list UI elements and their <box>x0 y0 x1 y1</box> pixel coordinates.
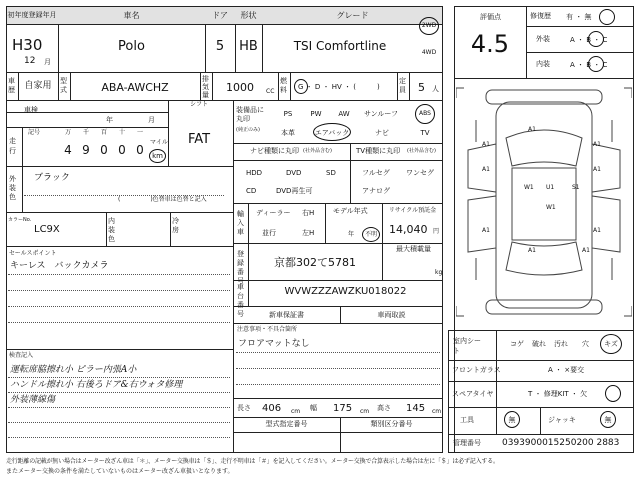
displacement-label: 排気量 <box>202 75 209 99</box>
shift-value: FAT <box>188 132 211 147</box>
recycle-yen: 円 <box>433 228 440 235</box>
import-dealer: ディーラー <box>256 209 291 217</box>
digit-3: 0 <box>118 143 126 157</box>
interior-label: 内装色 <box>108 217 115 243</box>
jack-label: ジャッキ <box>548 416 576 424</box>
digit-label-0: 記号 <box>28 129 41 136</box>
recycle-label: リサイクル預託金 <box>388 207 437 214</box>
inspection-year-unit: 年 <box>106 116 113 124</box>
dmg-label-12: A1 <box>582 247 590 254</box>
drive-4wd: 4WD <box>421 49 437 56</box>
exterior-color-note: ( )色替車は色替と記入 <box>118 196 207 203</box>
length-label: 長さ <box>237 404 251 412</box>
import-left-handle: 左H <box>302 229 315 237</box>
int-b-circle <box>588 56 604 72</box>
import-right-handle: 右H <box>302 209 315 217</box>
digit-1: 9 <box>82 143 90 157</box>
inspection-line-3: 外装薄線傷 <box>10 395 56 405</box>
front-glass-label: フロントガラス <box>452 366 501 374</box>
reg-month-value: 12 <box>24 56 36 66</box>
inspection-label: 車検 <box>24 106 38 114</box>
ext-label: 外装 <box>536 35 550 43</box>
seat-opt-1: 破れ <box>532 340 546 348</box>
equip-sunroof: サンルーフ <box>363 110 399 118</box>
grade-value: TSI Comfortline <box>293 39 387 53</box>
equip-airbag: エアバック <box>314 129 350 137</box>
import-label: 輸入車 <box>237 210 244 236</box>
seat-opt-0: コゲ <box>510 340 524 348</box>
car-name-value: Polo <box>118 39 145 54</box>
capacity-label: 定員 <box>399 77 406 94</box>
digit-label-2: 千 <box>82 129 89 136</box>
type-label: 型式指定番号 <box>265 420 308 428</box>
sales-point-label: セールスポイント <box>9 250 57 257</box>
warranty-label: 新車保証書 <box>269 311 304 319</box>
seat-opt-4: キズ <box>604 340 618 348</box>
equip-navi: ナビ <box>375 129 389 137</box>
width-value: 175 <box>333 403 353 414</box>
digit-label-5: 一 <box>136 129 143 136</box>
digit-label-1: 万 <box>64 129 71 136</box>
equip-ps: PS <box>283 110 293 118</box>
equip-aw: AW <box>338 110 350 118</box>
navi-note: (社外品含む) <box>303 148 332 154</box>
inspection-line-2: ハンドル擦れ小 右後ろドア&右ウォタ修理 <box>10 380 183 390</box>
car-damage-diagram <box>456 80 632 324</box>
tools-label: 工具 <box>460 416 474 424</box>
grade-label: グレード <box>336 11 369 20</box>
model-label: 型式 <box>60 77 67 94</box>
fuel-g-circle <box>294 79 308 94</box>
notes-label: 注意事項・不具合箇所 <box>237 326 298 333</box>
exterior-color-value: ブラック <box>34 173 70 183</box>
length-value: 406 <box>262 403 282 414</box>
front-glass-value: A ・ ×要交 <box>548 366 585 374</box>
length-unit: cm <box>291 408 301 415</box>
int-label: 内装 <box>536 60 550 68</box>
score-label: 評価点 <box>480 13 501 21</box>
fuel-label: 燃料 <box>280 77 287 94</box>
inspection-notes-label: 検査記入 <box>9 352 34 359</box>
dmg-label-7: S1 <box>572 184 580 191</box>
shift-label: シフト <box>190 101 209 108</box>
car-name-label: 車名 <box>123 11 140 20</box>
seat-opt-2: 汚れ <box>554 340 568 348</box>
seat-opt-3: 穴 <box>582 340 589 348</box>
dmg-label-11: A1 <box>528 247 536 254</box>
equip-leather: 本革 <box>281 129 295 137</box>
reg-year-label: 初年度登録年月 <box>7 11 57 19</box>
dmg-label-5: W1 <box>524 184 534 191</box>
chassis-value: WVWZZZAWZKU018022 <box>284 286 407 297</box>
tools-value: 無 <box>508 416 516 424</box>
plate-label: 登録番号 <box>237 250 244 285</box>
repair-label: 修復歴 <box>530 12 551 20</box>
doors-label: ドア <box>212 11 228 20</box>
color-no-label: カラーNo. <box>8 217 32 223</box>
tv-note: (社外品含む) <box>407 148 436 154</box>
dmg-label-8: W1 <box>546 204 556 211</box>
dmg-label-10: A1 <box>593 227 601 234</box>
dmg-label-0: A1 <box>528 126 536 133</box>
fuel-options: G ・ D ・ HV ・ ( ) <box>298 83 380 91</box>
height-label: 高さ <box>377 404 391 412</box>
score-value: 4.5 <box>470 30 510 58</box>
dmg-label-2: A1 <box>593 141 601 148</box>
navi-hdd: HDD <box>246 169 263 177</box>
model-year-label: モデル年式 <box>333 207 368 215</box>
import-parallel: 並行 <box>262 229 276 237</box>
use-label: 車歴 <box>8 77 15 94</box>
footer-line-2: またメーター交換の条件を満たしていないものはメーター改ざん車扱いとなります。 <box>6 468 234 475</box>
digit-4: 0 <box>136 143 144 157</box>
notes-text: フロアマットなし <box>238 339 310 349</box>
exterior-label: 外装色 <box>9 175 16 201</box>
use-value: 自家用 <box>24 81 52 91</box>
sales-point-text: キーレス バックカメラ <box>10 261 109 271</box>
spare-missing-circle <box>605 385 621 402</box>
chassis-label: 車台番号 <box>237 283 244 318</box>
tv-label: TV種類に丸印 <box>356 147 401 155</box>
mgmt-label: 管理番号 <box>453 439 481 447</box>
displacement-value: 1000 <box>226 81 254 94</box>
inspection-month-unit: 月 <box>148 116 155 124</box>
dmg-label-9: A1 <box>482 227 490 234</box>
dmg-label-3: A1 <box>482 166 490 173</box>
shape-value: HB <box>239 39 258 54</box>
mile-label: マイル <box>150 139 168 146</box>
model-value: ABA-AWCHZ <box>101 81 169 94</box>
repair-options: 有 ・ 無 <box>566 13 592 21</box>
dmg-label-1: A1 <box>482 141 490 148</box>
drive-2wd: 2WD <box>421 22 437 29</box>
footer-line-1: 走行距離の記載が無い場合はメーター改ざん車は「＊」、メーター交換車は「＄」、走行不明車は「＃」を記入してください。メーター交換で合算表示した場合は左に「＄」は必ず記入する。 <box>6 458 499 465</box>
kg-unit: kg <box>435 269 443 276</box>
capacity-value: 5 <box>418 81 425 94</box>
navi-label: ナビ種類に丸印 <box>250 147 299 155</box>
height-unit: cm <box>432 408 442 415</box>
digit-0: 4 <box>64 143 72 157</box>
navi-cd: CD <box>246 187 257 195</box>
run-label: 走行 <box>9 137 16 155</box>
inspection-line-1: 運転席脇擦れ小 ピラー内張A小 <box>10 365 137 375</box>
seat-label: 室内シート <box>453 337 481 355</box>
color-no-value: LC9X <box>34 224 60 235</box>
capacity-unit: 人 <box>432 85 439 93</box>
equip-pw: PW <box>310 110 322 118</box>
tv-analog: アナログ <box>362 187 390 195</box>
digit-2: 0 <box>100 143 108 157</box>
repair-none-circle <box>599 9 615 25</box>
height-value: 145 <box>406 403 426 414</box>
recycle-cool-label: 冷房 <box>172 217 179 234</box>
equipment-label: 装備品に丸印 <box>236 106 264 123</box>
plate-value: 京都302て5781 <box>274 256 356 269</box>
mgmt-value: 0393900015250200 2883 <box>502 438 620 448</box>
model-year-unit: 年 <box>348 231 355 238</box>
dmg-label-4: A1 <box>593 166 601 173</box>
shape-label: 形状 <box>240 11 257 20</box>
recycle-value: 14,040 <box>389 223 428 236</box>
reg-year-value: H30 <box>12 36 43 54</box>
ext-b-circle <box>588 31 604 47</box>
tv-oneseg: ワンセグ <box>406 169 434 177</box>
doors-value: 5 <box>215 39 225 54</box>
reg-month-unit: 月 <box>44 58 51 66</box>
digit-label-3: 百 <box>100 129 107 136</box>
ext-grades: A ・ B ・ C <box>570 36 608 44</box>
navi-dvd: DVD <box>286 169 302 177</box>
width-label: 幅 <box>310 404 317 412</box>
manual-label: 車両取説 <box>377 311 406 319</box>
equipment-sub-label: (純正のみ) <box>236 127 260 133</box>
dmg-label-6: U1 <box>546 184 555 191</box>
navi-sd: SD <box>326 169 336 177</box>
spare-label: スペアタイヤ <box>452 390 494 398</box>
tv-fullseg: フルセグ <box>362 169 390 177</box>
navi-dvd-play: DVD再生可 <box>276 187 313 195</box>
int-grades: A ・ B ・ C <box>570 61 608 69</box>
max-load-label: 最大積載量 <box>396 245 431 253</box>
class-label: 類別区分番号 <box>370 420 413 428</box>
km-label: km <box>152 152 163 160</box>
equip-tv: TV <box>420 129 430 137</box>
width-unit: cm <box>360 408 370 415</box>
equip-abs: ABS <box>419 110 431 117</box>
jack-value: 無 <box>604 416 612 424</box>
spare-value: T ・ 修理KIT ・ 欠 <box>528 390 588 398</box>
digit-label-4: 十 <box>118 129 125 136</box>
model-year-unknown: 不明 <box>364 231 377 238</box>
cc-unit: CC <box>266 88 275 95</box>
